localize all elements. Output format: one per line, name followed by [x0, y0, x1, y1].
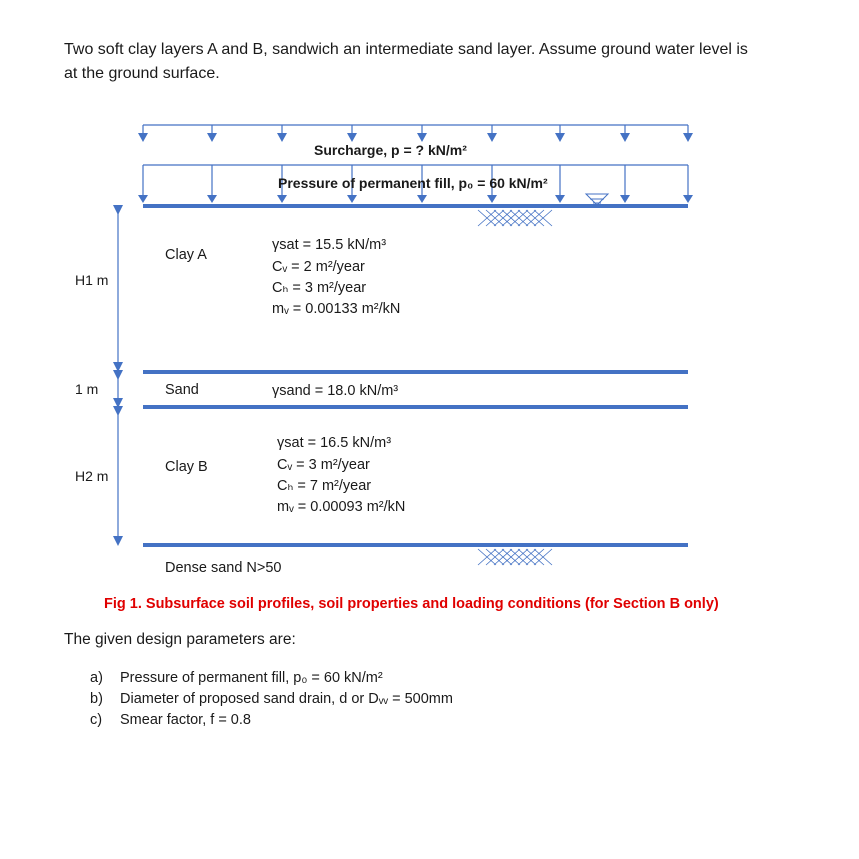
h1-dimension-label: H1 m [75, 272, 109, 288]
clay-a-properties [272, 237, 400, 317]
clay-a-ch: Cₕ = 3 m²/year [272, 280, 367, 296]
sand-label: Sand [165, 382, 199, 398]
clay-b-ch: Cₕ = 7 m²/year [277, 478, 372, 494]
clay-b-label: Clay B [165, 459, 208, 475]
clay-a-gamma: γsat = 15.5 kN/m³ [272, 237, 387, 253]
param-item [90, 689, 453, 710]
base-hatch-icon [478, 549, 552, 565]
params-title: The given design parameters are: [64, 631, 296, 648]
clay-b-mv: mᵥ = 0.00093 m²/kN [277, 499, 406, 515]
h2-dimension-label: H2 m [75, 468, 109, 484]
sand-dimension-label: 1 m [75, 381, 99, 397]
params-list [90, 668, 453, 731]
param-text: Pressure of permanent fill, p₀ = 60 kN/m² [120, 670, 383, 686]
clay-b-cv: Cᵥ = 3 m²/year [277, 457, 370, 473]
clay-a-cv: Cᵥ = 2 m²/year [272, 259, 365, 275]
param-text: Smear factor, f = 0.8 [120, 712, 251, 728]
surcharge-label: Surcharge, p = ? kN/m² [314, 142, 467, 158]
param-label: a) [90, 670, 103, 686]
clay-a-label: Clay A [165, 247, 207, 263]
param-item [90, 668, 453, 689]
param-item [90, 710, 453, 731]
clay-b-properties [277, 435, 405, 515]
ground-hatch-icon [478, 210, 552, 226]
fill-label: Pressure of permanent fill, p₀ = 60 kN/m² [278, 175, 548, 191]
param-text: Diameter of proposed sand drain, d or Dᵥᵥ = 500mm [120, 691, 453, 707]
clay-a-mv: mᵥ = 0.00133 m²/kN [272, 301, 401, 317]
dense-sand-label: Dense sand N>50 [165, 560, 282, 576]
clay-b-gamma: γsat = 16.5 kN/m³ [277, 435, 392, 451]
param-label: b) [90, 691, 103, 707]
surcharge-load [138, 125, 693, 142]
figure-caption: Fig 1. Subsurface soil profiles, soil properties and loading conditions (for Section B only) [104, 596, 719, 612]
param-label: c) [90, 712, 103, 728]
sand-gamma: γsand = 18.0 kN/m³ [272, 383, 399, 399]
water-table-icon [586, 194, 608, 205]
problem-statement: Two soft clay layers A and B, sandwich an intermediate sand layer. Assume ground water level is at the ground surface. [64, 41, 748, 82]
